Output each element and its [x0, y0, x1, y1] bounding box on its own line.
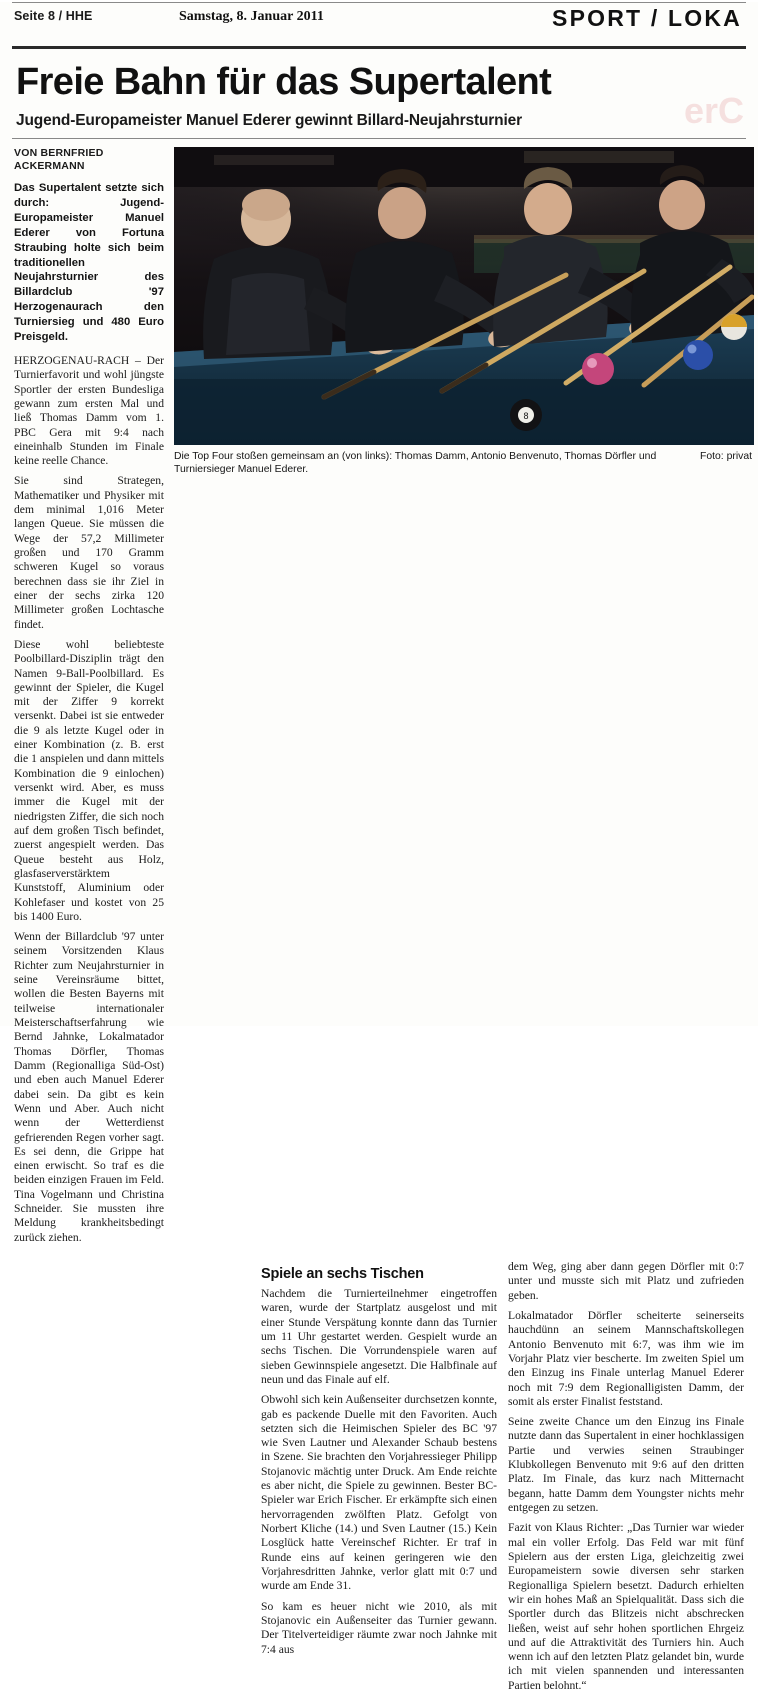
subhead-rule	[12, 138, 746, 139]
article-photo	[174, 147, 754, 445]
byline: VON BERNFRIED ACKERMANN	[14, 146, 104, 172]
paragraph: dem Weg, ging aber dann gegen Dörfler mit 0:7 unter und musste sich mit Platz und zufrieden geben.	[508, 1260, 744, 1302]
paragraph: Sie sind Strategen, Mathematiker und Physiker mit dem minimal 1,016 Meter langen Queue. Sie müssen die Wege der 57,2 Millimeter großen und 170 Gramm schweren Kugel so voraus berechnen dass sie ihr Ziel in einer der sechs zirka 120 Millimeter großen Lochtasche findet.	[14, 474, 164, 631]
paragraph: HERZOGENAU-RACH – Der Turnierfavorit und wohl jüngste Sportler der ersten Bundesliga gewann zum ersten Mal und ließ Thomas Damm vom 1. PBC Gera mit 9:4 nach eineinhalb Stunden im Finale keine reelle Chance.	[14, 353, 164, 468]
photo-caption-text: Die Top Four stoßen gemeinsam an (von links): Thomas Damm, Antonio Benvenuto, Thomas Dörfler und Turniersieger Manuel Ederer.	[174, 450, 657, 476]
paragraph: Nachdem die Turnierteilnehmer eingetroffen waren, wurde der Startplatz ausgelost und mit einer Stunde Verspätung konnte dann das Turnier um 11 Uhr gestartet werden. Gespielt wurde an sechs Tischen. Die Vorrundenspiele waren auf sieben Gewinnspiele angesetzt. Die Halbfinale auf neun und das Finale auf elf.	[261, 1287, 497, 1386]
paragraph: Obwohl sich kein Außenseiter durchsetzen konnte, gab es packende Duelle mit den Favoriten. Auch setzten sich die Heimischen Spieler des BC '97 wie Sven Lautner und Alexander Schaub bestens in Szene. Sie brachten den Vorjahressieger Philipp Stojanovic mächtig unter Druck. Am Ende reichte es aber nicht, die Spiele zu gewinnen. Bester BC-Spieler war Erich Fischer. Er erkämpfte sich einen hervorragenden zwölften Platz. Gefolgt von Norbert Kliche (14.) und Sven Lautner (15.) Kein Losglück hatte Vereinschef Richter. Er traf in Runde eins auf keinen geringeren wie den Vorjahresdritten Jahnke, verlor glatt mit 0:7 und wurde am Ende 31.	[261, 1393, 497, 1593]
article-column-1	[14, 147, 164, 1251]
page-label: Seite 8 / HHE	[14, 9, 93, 23]
photo-caption	[174, 450, 754, 477]
article-lower	[10, 1260, 748, 1699]
paragraph: Seine zweite Chance um den Einzug ins Finale nutzte dann das Supertalent in einer hochklassigen Partie und verwies seinen Straubinger Klubkollegen Benvenuto mit 9:6 auf den dritten Platz. Im Finale, das kurz nach Mitternacht begann, hatte Damm dem Youngster nichts mehr entgegen zu setzen.	[508, 1415, 744, 1515]
article-column-1-cont	[14, 1260, 250, 1699]
article-subhead: Jugend-Europameister Manuel Ederer gewinnt Billard-Neujahrsturnier	[16, 111, 523, 129]
issue-date: Samstag, 8. Januar 2011	[179, 9, 324, 24]
paragraph: Fazit von Klaus Richter: „Das Turnier war wieder mal ein voller Erfolg. Das Feld war mit fünf Spielern aus der ersten Liga, gleichzeitig zwei Europameistern sowie diversen sehr starken Regionalliga Spielern besetzt. Dadurch erhielten wir ein hohes Maß an Spielqualität. Dass sich die Sportler durch das Blitzeis nicht abschrecken ließen, weist auf sehr hohen sportlichen Ehrgeiz und auf die Attraktivität des Turniers hin. Auch wenn ich auf den letzten Platz gelandet bin, wurde ich mit vielen spannenden und interessanten Partien belohnt.“	[508, 1521, 744, 1692]
masthead-bottom-rule	[12, 46, 746, 49]
article-column-2	[261, 1260, 497, 1699]
svg-text:8: 8	[523, 410, 529, 421]
section-heading: Spiele an sechs Tischen	[261, 1266, 424, 1283]
page-title: Freie Bahn für das Supertalent	[16, 61, 552, 103]
photo-credit: Foto: privat	[700, 450, 752, 462]
paragraph: Diese wohl beliebteste Poolbillard-Disziplin trägt den Namen 9-Ball-Poolbillard. Es gewinnt der Spieler, die Kugel mit der Ziffer 9 korrekt versenkt. Dabei ist sie entweder die 9 als letzte Kugel oder in einer Kombination (z. B. erst die 1 anspielen und dann mittels Kombination die 9 einlochen) versenkt wird. Aber, es muss immer die Kugel mit der niedrigsten Ziffer, die sich noch auf dem großen Tisch befindet, zuerst angespielt werden. Das Queue besteht aus Holz, glasfaserverstärktem Kunststoff, Aluminium oder Kohlefaser und kostet von 25 bis 1400 Euro.	[14, 637, 164, 923]
article-photo-block	[174, 147, 754, 1251]
article-upper	[10, 146, 752, 1251]
article-lede: Das Supertalent setzte sich durch: Jugend-Europameister Manuel Ederer von Fortuna Straubing holte sich beim traditionellen Neujahrsturnier des Billardclub '97 Herzogenaurach den Turniersieg und 480 Euro Preisgeld.	[14, 182, 164, 344]
section-label: SPORT / LOKA	[552, 5, 742, 31]
masthead	[10, 3, 748, 43]
article-column-3	[508, 1260, 744, 1699]
paragraph: So kam es heuer nicht wie 2010, als mit Stojanovic ein Außenseiter das Turnier gewann. Der Titelverteidiger räumte zwar noch Jahnke mit 7:4 aus	[261, 1599, 497, 1656]
newspaper-page	[0, 2, 758, 1692]
paragraph: Lokalmatador Dörfler scheiterte seinerseits hauchdünn an seinem Mannschaftskollegen Antonio Benvenuto mit 6:7, was ihm wie im Vorjahr Platz vier bescherte. Im zweiten Spiel um den Einzug ins Finale unterlag Manuel Ederer noch mit 7:9 dem Regionalligisten Damm, der somit als erster Finalist feststand.	[508, 1308, 744, 1408]
billiard-photo-illustration	[174, 147, 754, 445]
paragraph: Wenn der Billardclub '97 unter seinem Vorsitzenden Klaus Richter zum Neujahrsturnier in seine Vereinsräume bittet, wollen die Besten Bayerns mit teilweise internationaler Meisterschaftserfahrung wie Bernd Jahnke, Lokalmatador Thomas Dörfler, Thomas Damm (Regionalliga Süd-Ost) und eben auch Manuel Ederer dabei sein. Da gibt es kein Wenn und Aber. Auch nicht wenn der Wetterdienst gefrierenden Regen vorher sagt. Es sei denn, die Grippe hat einen erwischt. So traf es die beiden einzigen Frauen im Feld. Tina Vogelmann und Christina Schneider. Sie mussten ihre Meldung krankheitsbedingt zurück ziehen.	[14, 930, 164, 1244]
background-watermark: erC	[683, 90, 744, 131]
